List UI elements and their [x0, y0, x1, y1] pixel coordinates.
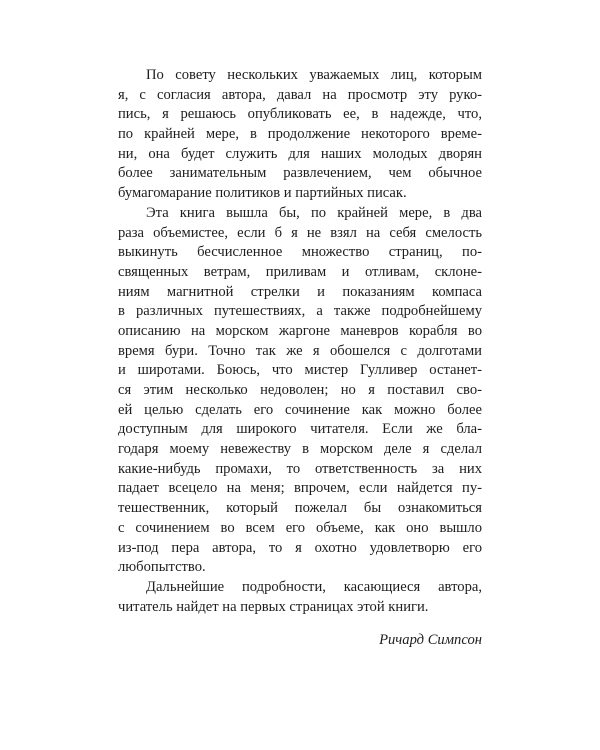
text-line: по крайней мере, в продолжение некоторого време-: [118, 126, 482, 143]
text-line: Эта книга вышла бы, по крайней мере, в два: [146, 204, 482, 221]
text-line: годаря моему невежеству в морском деле я сделал: [118, 441, 482, 458]
text-line: выкинуть бесчисленное множество страниц, по-: [118, 244, 482, 261]
text-line: доступным для широкого читателя. Если же бла-: [118, 421, 482, 438]
text-line: ниям магнитной стрелки и показаниям компаса: [118, 283, 482, 300]
text-line: время бури. Точно так же я обошелся с долготами: [118, 342, 482, 359]
text-line: ся этим несколько недоволен; но я поставил сво-: [118, 382, 482, 398]
text-line: бумагомарание политиков и партийных писак.: [118, 185, 407, 202]
text-line: читатель найдет на первых страницах этой книги.: [118, 598, 429, 615]
paragraph-2: [118, 204, 482, 578]
text-line: я, с согласия автора, давал на просмотр эту руко-: [118, 86, 482, 103]
text-line: из-под пера автора, то я охотно удовлетворю его: [118, 539, 482, 556]
text-line: с сочинением во всем его объеме, как оно вышло: [118, 519, 482, 536]
paragraph-1: [118, 66, 482, 204]
text-line: в различных путешествиях, а также подробнейшему: [118, 303, 482, 320]
author-signature: Ричард Симпсон: [379, 632, 482, 649]
text-line: и широтами. Боюсь, что мистер Гулливер останет-: [118, 362, 482, 379]
text-line: падает всецело на меня; впрочем, если найдется пу-: [118, 480, 482, 497]
text-line: какие-нибудь промахи, то ответственность за них: [118, 460, 482, 477]
text-line: описанию на морском жаргоне маневров корабля во: [118, 322, 482, 339]
preface-text: [118, 66, 482, 651]
paragraph-3: [118, 578, 482, 617]
text-line: Дальнейшие подробности, касающиеся автора,: [146, 578, 482, 595]
text-line: ей целью сделать его сочинение как можно более: [118, 401, 482, 418]
text-line: более занимательным развлечением, чем обычное: [118, 165, 482, 182]
text-line: тешественник, который пожелал бы ознакомиться: [118, 500, 482, 517]
text-line: священных ветрам, приливам и отливам, склоне-: [118, 263, 482, 280]
text-line: По совету нескольких уважаемых лиц, которым: [146, 67, 482, 83]
text-line: ни, она будет служить для наших молодых дворян: [118, 145, 482, 162]
text-line: раза объемистее, если б я не взял на себя смелость: [118, 224, 482, 241]
text-line: пись, я решаюсь опубликовать ее, в надежде, что,: [118, 106, 482, 123]
text-line: любопытство.: [118, 559, 206, 576]
